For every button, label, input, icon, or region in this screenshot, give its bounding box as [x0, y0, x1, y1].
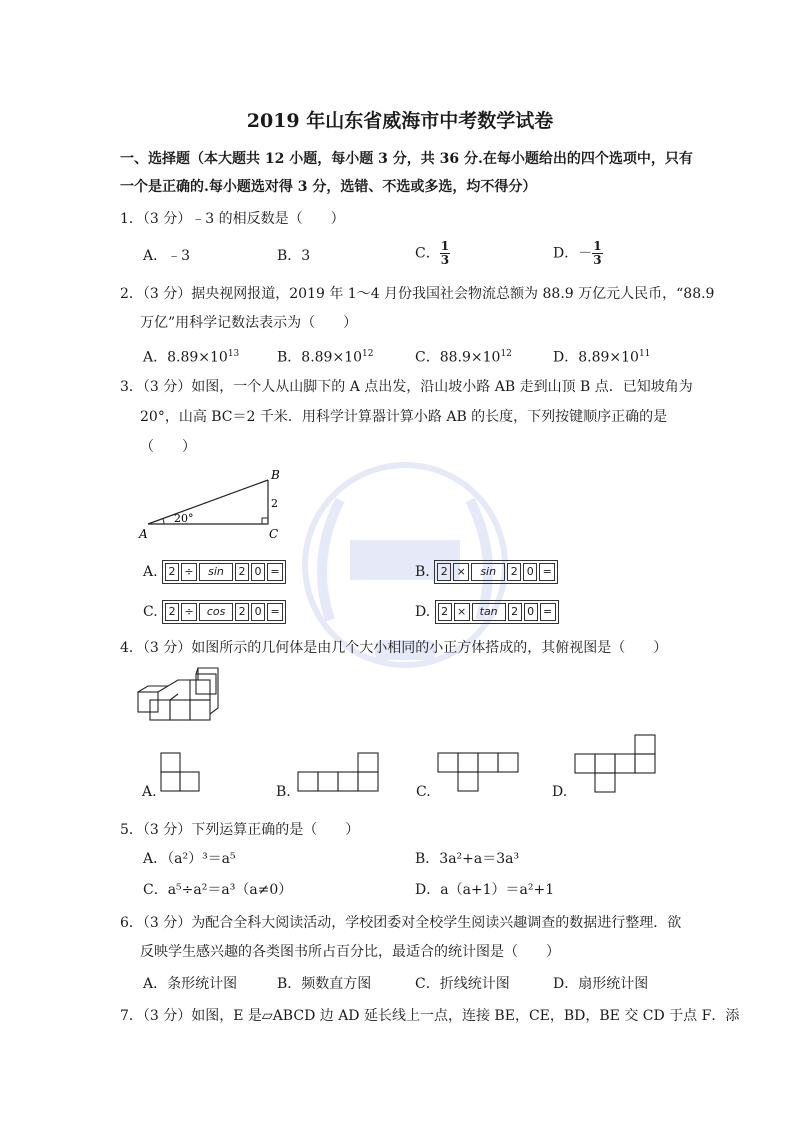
q6-option-b: B．频数直方图	[277, 976, 372, 992]
q3-label-angle: 20°	[174, 512, 194, 525]
q4-option-d-label: D.	[552, 784, 568, 800]
q1-option-d-fraction: $\frac{1}{3}$	[593, 239, 602, 267]
q3-option-d-keys: 2 × tan 2 0 =	[435, 600, 559, 624]
section-header-line1: 一、选择题（本大题共 12 小题，每小题 3 分，共 36 分.在每小题给出的四个选项中，只有	[120, 151, 693, 167]
q3-stem-line1: 3．（3 分）如图，一个人从山脚下的 A 点出发，沿山坡小路 AB 走到山顶 B 点．已知坡角为	[120, 379, 693, 395]
q1-option-b: B．3	[277, 248, 311, 264]
q7-stem-line1: 7．（3 分）如图，E 是▱ABCD 边 AD 延长线上一点，连接 BE，CE，BD，BE 交 CD 于点 F．添	[120, 1008, 740, 1024]
q1-option-c	[415, 240, 450, 267]
q4-option-a-figure	[160, 752, 200, 792]
section-header-line2: 一个是正确的.每小题选对得 3 分，选错、不选或多选，均不得分）	[120, 179, 537, 195]
q3-option-c-keys: 2 ÷ cos 2 0 =	[162, 600, 286, 624]
q4-option-b-figure	[297, 752, 379, 792]
q5-option-c: C．a⁵÷a²＝a³（a≠0）	[143, 882, 293, 898]
q2-option-d: D．$8.89\times 10^{11}$	[553, 349, 651, 366]
q3-option-b: B. 2 × sin 2 0 =	[415, 560, 558, 584]
q3-label-a: A	[139, 527, 148, 541]
q3-label-side: 2	[271, 497, 278, 510]
q3-option-b-keys: 2 × sin 2 0 =	[434, 560, 558, 584]
q5-stem: 5．（3 分）下列运算正确的是（ ）	[120, 822, 360, 838]
q2-stem-line2: 万亿”用科学记数法表示为（ ）	[140, 315, 358, 331]
q4-option-d-figure	[574, 734, 656, 794]
q1-option-d	[553, 240, 603, 267]
q2-stem-line1: 2．（3 分）据央视网报道，2019 年 1～4 月份我国社会物流总额为 88.9 万亿元人民币，“88.9	[120, 286, 715, 302]
q1-option-d-label: D．－	[553, 245, 593, 262]
q3-label-b: B	[271, 468, 280, 482]
q1-option-c-fraction: $\frac{1}{3}$	[440, 239, 450, 267]
q6-option-c: C．折线统计图	[415, 976, 510, 992]
q3-slope-figure	[136, 466, 286, 542]
q3-stem-line3: （ ）	[140, 439, 196, 455]
q4-option-b-label: B.	[276, 784, 291, 800]
q6-option-d: D．扇形统计图	[553, 976, 649, 992]
q3-option-d: D. 2 × tan 2 0 =	[415, 600, 559, 624]
q1-option-c-label: C．	[415, 245, 440, 262]
q6-stem-line1: 6．（3 分）为配合全科大阅读活动，学校团委对全校学生阅读兴趣调查的数据进行整理．欲	[120, 915, 682, 931]
q2-option-a: A．$8.89\times 10^{13}$	[143, 349, 240, 366]
q4-option-c-label: C.	[416, 784, 431, 800]
q4-stem: 4．（3 分）如图所示的几何体是由几个大小相同的小正方体搭成的，其俯视图是（ ）	[120, 640, 668, 656]
q3-label-c: C	[269, 527, 279, 541]
q2-option-b: B．$8.89\times 10^{12}$	[277, 349, 374, 366]
q4-option-c-figure	[437, 752, 519, 792]
q3-option-c: C. 2 ÷ cos 2 0 =	[143, 600, 286, 624]
q6-stem-line2: 反映学生感兴趣的各类图书所占百分比，最适合的统计图是（ ）	[140, 944, 560, 960]
q4-cube-figure	[134, 662, 230, 722]
q5-option-d: D．a（a+1）＝a²+1	[415, 882, 555, 898]
q5-option-a: A．（a²）³＝a⁵	[143, 851, 236, 867]
q5-option-b: B．3a²+a＝3a³	[415, 851, 520, 867]
q1-stem: 1．（3 分）﹣3 的相反数是（ ）	[120, 211, 345, 227]
q3-stem-line2: 20°，山高 BC＝2 千米．用科学计算器计算小路 AB 的长度，下列按键顺序正确的是	[140, 409, 668, 425]
q1-option-a: A．﹣3	[143, 248, 191, 264]
q6-option-a: A．条形统计图	[143, 976, 238, 992]
page-title: 2019 年山东省威海市中考数学试卷	[246, 110, 554, 132]
q3-option-a: A. 2 ÷ sin 2 0 =	[143, 560, 286, 584]
q3-option-a-keys: 2 ÷ sin 2 0 =	[162, 560, 286, 584]
q4-option-a-label: A.	[142, 784, 157, 800]
q2-option-c: C．$88.9\times 10^{12}$	[415, 349, 512, 366]
